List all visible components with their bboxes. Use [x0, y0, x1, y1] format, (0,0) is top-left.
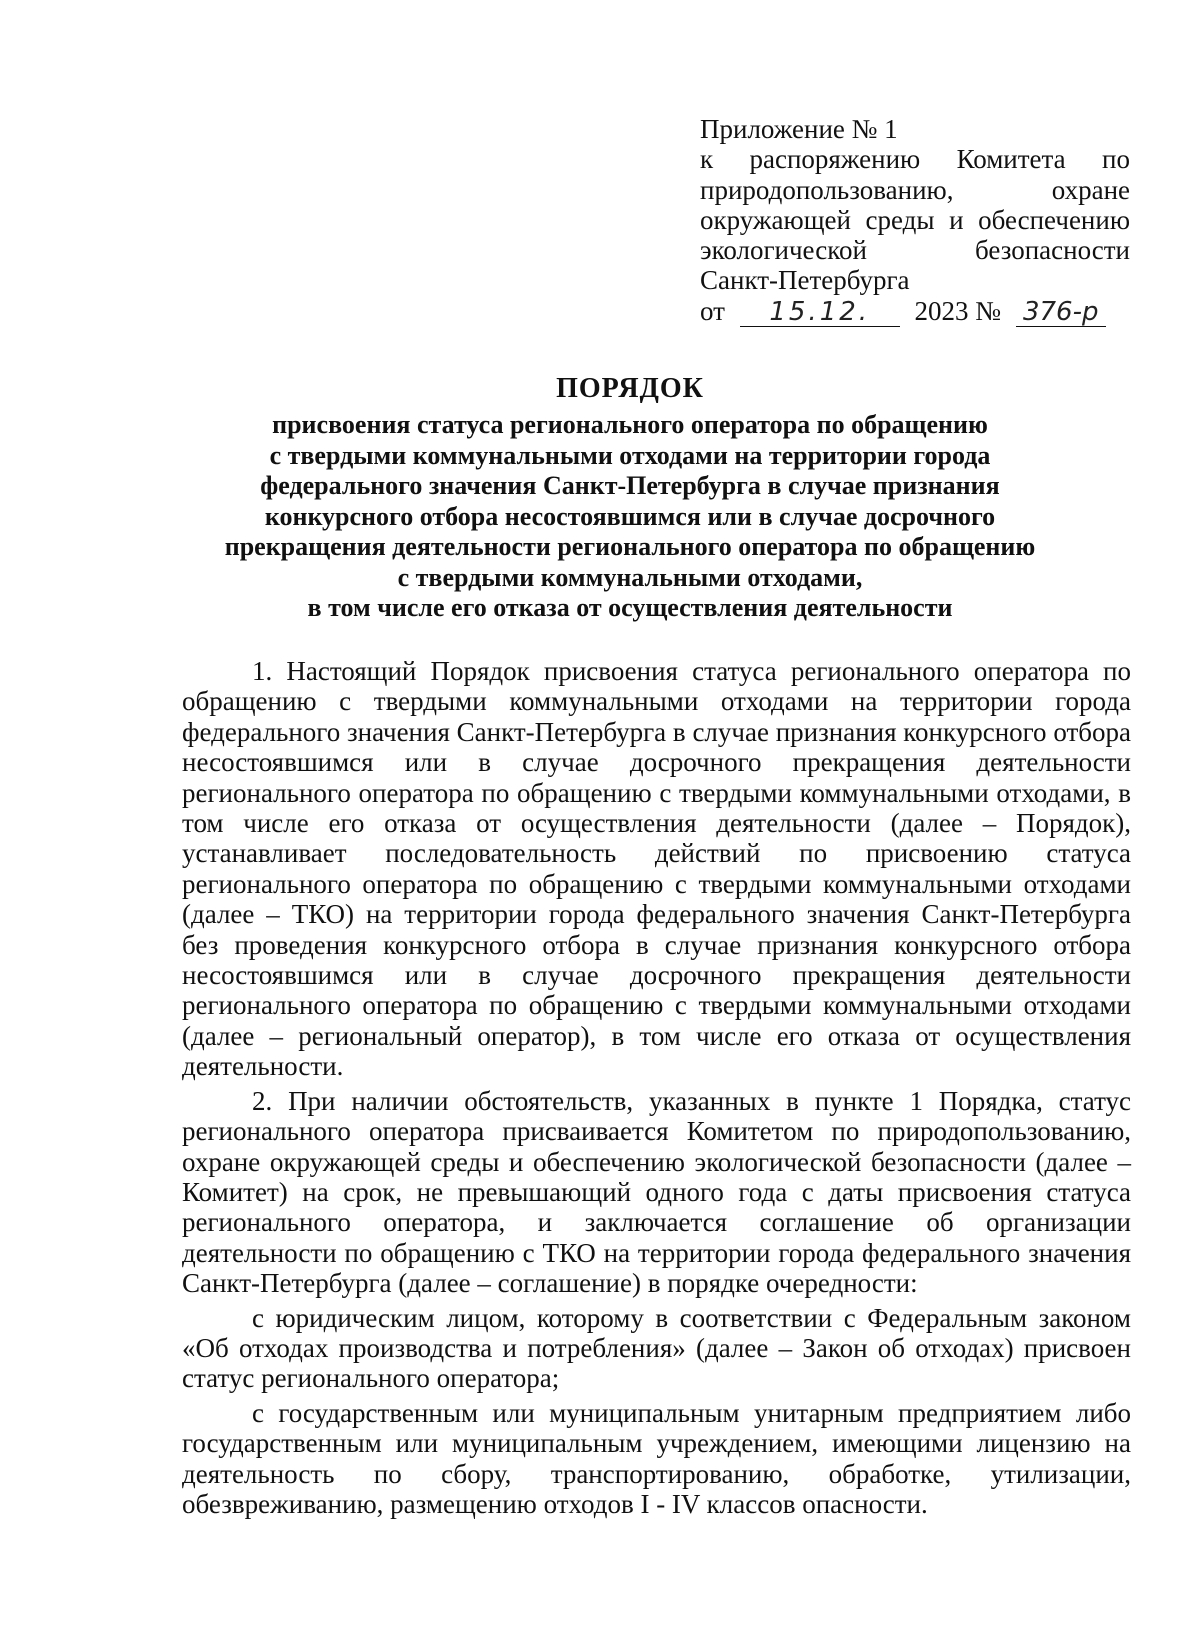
subtitle-line: конкурсного отбора несостоявшимся или в случае досрочного	[264, 501, 996, 531]
appendix-date-number-row	[700, 296, 1130, 327]
subtitle-line: с твердыми коммунальными отходами,	[397, 562, 863, 592]
subtitle-line: присвоения статуса регионального оператора по обращению	[272, 410, 988, 439]
handwritten-order-number: 376-р	[1016, 298, 1106, 327]
handwritten-date: 15.12.	[740, 298, 900, 327]
subtitle-line: в том числе его отказа от осуществления деятельности	[307, 593, 953, 622]
appendix-number: Приложение № 1	[700, 114, 898, 144]
date-prefix: от	[700, 295, 725, 326]
appendix-city: Санкт-Петербурга	[700, 265, 910, 296]
subtitle-line: прекращения деятельности регионального оператора по обращению	[224, 532, 1036, 561]
document-title-block	[170, 372, 1090, 624]
document-title: ПОРЯДОК	[556, 373, 704, 404]
paragraph-2-item-1: с юридическим лицом, которому в соответствии с Федеральным законом «Об отходах производства и потребления» (далее – Закон об отходах) присвоен статус регионального оператора;	[182, 1302, 1131, 1394]
paragraph-2-item-2: с государственным или муниципальным унитарным предприятием либо государственным или муниципальным учреждением, имеющими лицензию на деятельность по сбору, транспортированию, обработке, утилизации, обезвреживанию, размещению отходов I - IV классов опасности.	[182, 1397, 1131, 1519]
document-subtitle	[170, 410, 1090, 624]
year-number-label: 2023 №	[914, 295, 1001, 326]
subtitle-line: с твердыми коммунальными отходами на территории города	[269, 440, 991, 470]
appendix-header	[700, 114, 1130, 327]
subtitle-line: федерального значения Санкт-Петербурга в случае признания	[260, 471, 1000, 500]
paragraph-1: 1. Настоящий Порядок присвоения статуса регионального оператора по обращению с твердыми коммунальными отходами на территории города федерального значения Санкт-Петербурга в случае признания конкурсного отбора несостоявшимся или в случае досрочного прекращения деятельности регионального оператора по обращению с твердыми коммунальными отходами, в том числе его отказа от осуществления деятельности (далее – Порядок), устанавливает последовательность действий по присвоению статуса регионального оператора по обращению с твердыми коммунальными отходами (далее – ТКО) на территории города федерального значения Санкт-Петербурга без проведения конкурсного отбора в случае признания конкурсного отбора несостоявшимся или в случае досрочного прекращения деятельности регионального оператора по обращению с твердыми коммунальными отходами (далее – региональный оператор), в том числе его отказа от осуществления деятельности.	[182, 656, 1131, 1082]
document-body	[182, 656, 1131, 1521]
paragraph-2: 2. При наличии обстоятельств, указанных в пункте 1 Порядка, статус регионального оператора присваивается Комитетом по природопользованию, охране окружающей среды и обеспечению экологической безопасности (далее – Комитет) на срок, не превышающий одного года с даты присвоения статуса регионального оператора, и заключается соглашение об организации деятельности по обращению с ТКО на территории города федерального значения Санкт-Петербурга (далее – соглашение) в порядке очередности:	[182, 1085, 1131, 1299]
appendix-reference: к распоряжению Комитета по природопользованию, охране окружающей среды и обеспечению экологической безопасности	[700, 144, 1130, 266]
